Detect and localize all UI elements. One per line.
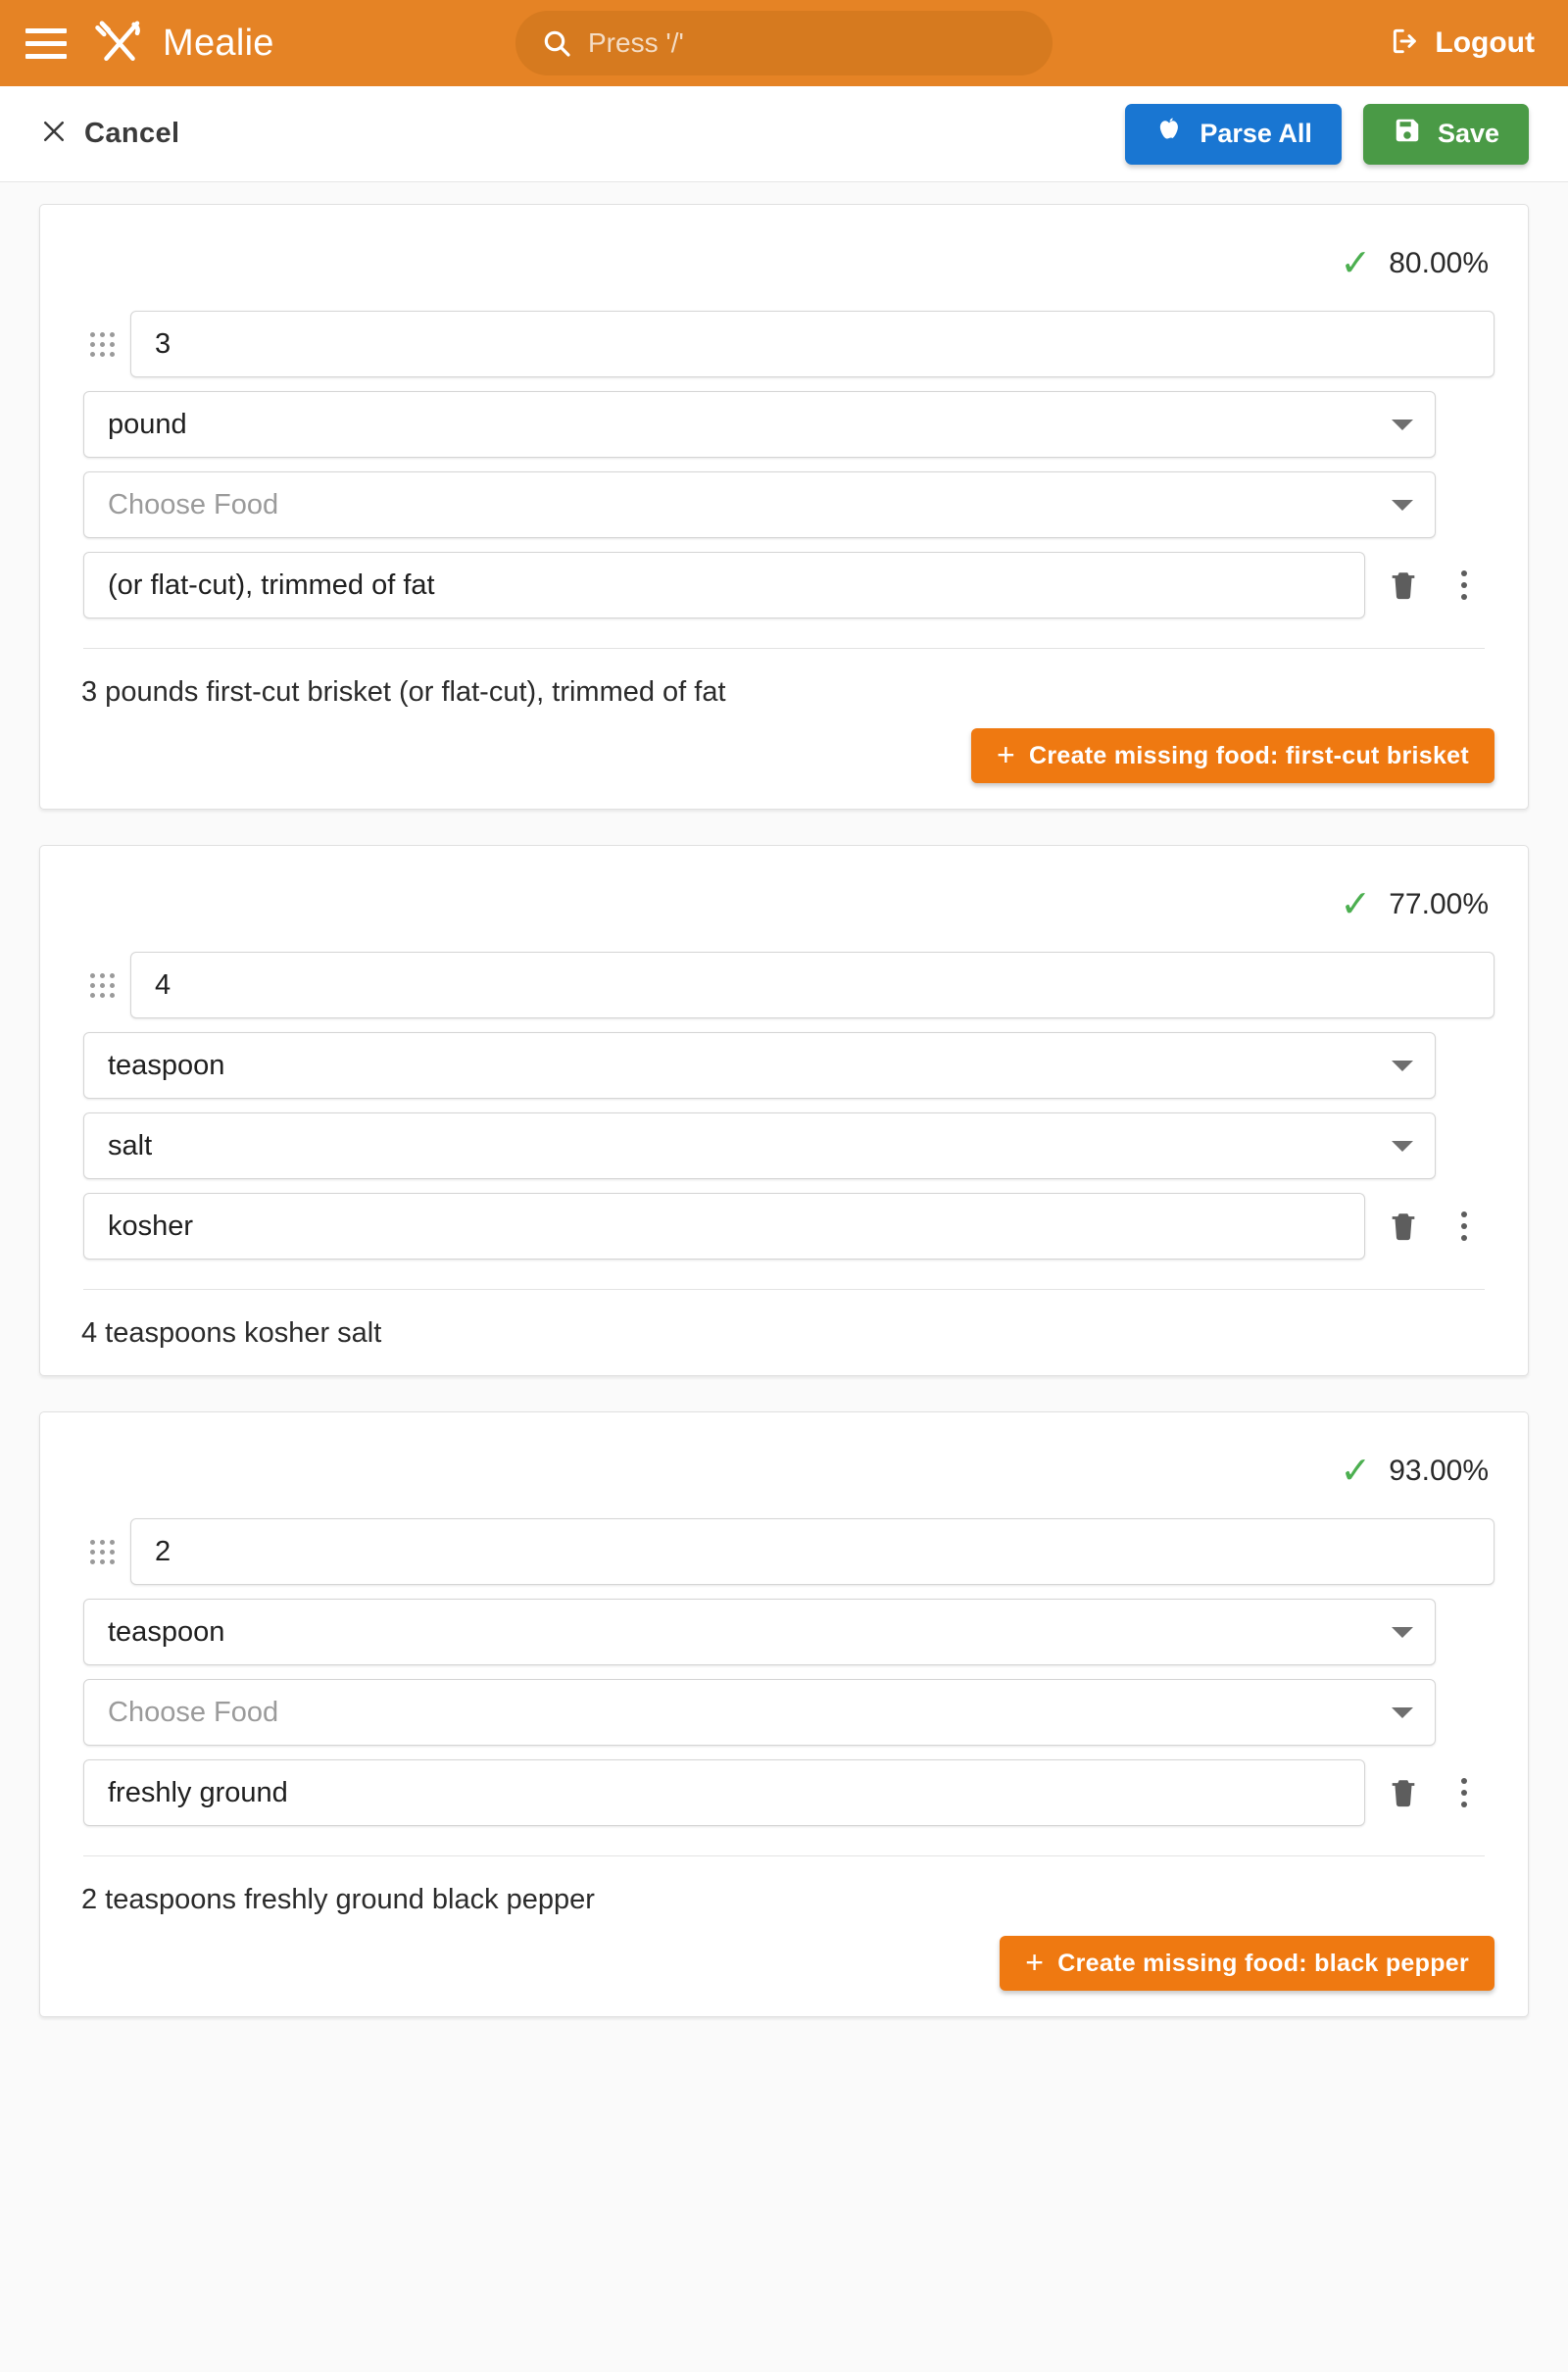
unit-select[interactable] [83,391,1436,458]
note-row [83,552,1494,618]
fork-knife-logo-icon [92,16,147,71]
unit-value: teaspoon [108,1049,225,1081]
create-missing-food-label: Create missing food: black pepper [1057,1949,1469,1977]
hamburger-menu-icon[interactable] [25,20,73,67]
confidence-row [74,875,1494,934]
chevron-down-icon [1392,1141,1413,1152]
ingredient-card [39,204,1529,810]
plus-icon: + [1025,1944,1045,1980]
food-value: salt [108,1129,153,1161]
kebab-menu-icon[interactable] [1434,1196,1494,1257]
food-row [83,471,1436,538]
original-text: 2 teaspoons freshly ground black pepper [81,1884,595,1915]
kebab-menu-icon[interactable] [1434,1762,1494,1823]
create-missing-food-label: Create missing food: first-cut brisket [1029,741,1469,769]
unit-row [83,391,1436,458]
app-title: Mealie [163,22,274,64]
search-icon [541,27,572,59]
note-row [83,1759,1494,1826]
search-input[interactable] [515,11,1053,75]
food-select[interactable] [83,1679,1436,1746]
ingredient-card [39,1411,1529,2017]
original-text: 4 teaspoons kosher salt [81,1317,382,1349]
kebab-menu-icon[interactable] [1434,555,1494,616]
chevron-down-icon [1392,1061,1413,1071]
food-value: Choose Food [108,488,279,520]
quantity-row [74,311,1494,377]
food-value: Choose Food [108,1696,279,1728]
note-input[interactable]: (or flat-cut), trimmed of fat [83,552,1365,618]
food-row [83,1112,1436,1179]
ingredient-list [0,182,1568,2092]
chevron-down-icon [1392,1707,1413,1718]
quantity-input[interactable]: 2 [130,1518,1494,1585]
confidence-row [74,1442,1494,1501]
drag-handle-icon[interactable] [74,973,130,998]
logout-button[interactable] [1390,25,1535,62]
create-missing-food-button[interactable] [971,728,1494,783]
unit-select[interactable] [83,1032,1436,1099]
chevron-down-icon [1392,1627,1413,1638]
note-input[interactable]: freshly ground [83,1759,1365,1826]
original-text: 3 pounds first-cut brisket (or flat-cut), trimmed of fat [81,676,726,708]
toolbar-actions [1125,104,1529,165]
trash-icon[interactable] [1373,1762,1434,1823]
logout-icon [1390,25,1421,62]
create-missing-food-button[interactable] [1000,1936,1494,1991]
editor-toolbar [0,86,1568,182]
unit-row [83,1599,1436,1665]
plus-icon: + [997,736,1016,772]
confidence-row [74,234,1494,293]
food-select[interactable] [83,1112,1436,1179]
cancel-button[interactable] [39,117,180,151]
save-label: Save [1437,119,1499,148]
unit-value: pound [108,408,187,440]
note-input[interactable]: kosher [83,1193,1365,1260]
note-row [83,1193,1494,1260]
quantity-input[interactable]: 3 [130,311,1494,377]
logout-label: Logout [1435,26,1535,59]
check-icon: ✓ [1340,1451,1372,1492]
search-placeholder: Press '/' [588,27,684,58]
food-select[interactable] [83,471,1436,538]
ingredient-card [39,845,1529,1376]
chevron-down-icon [1392,420,1413,430]
content-save-icon [1393,116,1422,152]
food-row [83,1679,1436,1746]
parse-all-button[interactable] [1125,104,1342,165]
unit-row [83,1032,1436,1099]
quantity-input[interactable]: 4 [130,952,1494,1018]
drag-handle-icon[interactable] [74,1540,130,1564]
unit-value: teaspoon [108,1615,225,1648]
trash-icon[interactable] [1373,555,1434,616]
confidence-value: 77.00% [1389,888,1489,920]
close-icon [39,117,69,151]
unit-select[interactable] [83,1599,1436,1665]
create-missing-row [74,1936,1494,1991]
app-bar [0,0,1568,86]
quantity-row [74,952,1494,1018]
trash-icon[interactable] [1373,1196,1434,1257]
check-icon: ✓ [1340,884,1372,925]
parse-all-label: Parse All [1200,119,1312,148]
chevron-down-icon [1392,500,1413,511]
drag-handle-icon[interactable] [74,332,130,357]
quantity-row [74,1518,1494,1585]
check-icon: ✓ [1340,243,1372,284]
save-button[interactable] [1363,104,1529,165]
confidence-value: 93.00% [1389,1455,1489,1487]
confidence-value: 80.00% [1389,247,1489,279]
create-missing-row [74,728,1494,783]
food-apple-icon [1154,116,1184,152]
cancel-label: Cancel [84,118,180,149]
